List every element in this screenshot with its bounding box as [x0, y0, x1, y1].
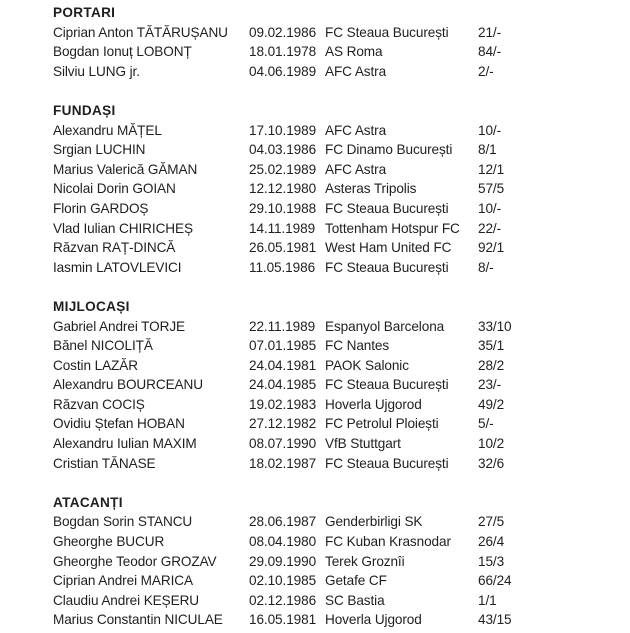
- section-rows: [53, 121, 630, 278]
- player-club: PAOK Salonic: [325, 357, 409, 373]
- section-heading: FUNDAȘI: [53, 102, 116, 118]
- player-name: Ciprian Anton TĂTĂRUȘANU: [53, 24, 228, 40]
- player-row: [53, 42, 630, 62]
- player-caps-goals: 92/1: [478, 240, 505, 256]
- player-caps-goals: 12/1: [478, 161, 505, 177]
- player-birth-date: 04.03.1986: [249, 142, 317, 158]
- player-row: [53, 512, 630, 532]
- player-caps-goals: 43/15: [478, 612, 512, 628]
- player-birth-date: 09.02.1986: [249, 24, 317, 40]
- player-club: AFC Astra: [325, 63, 387, 79]
- player-name: Ovidiu Ștefan HOBAN: [53, 416, 185, 432]
- player-name: Cristian TĂNASE: [53, 455, 156, 471]
- player-club: FC Steaua București: [325, 259, 449, 275]
- player-birth-date: 02.10.1985: [249, 573, 317, 589]
- player-birth-date: 02.12.1986: [249, 592, 317, 608]
- player-club: Terek Groznîi: [325, 553, 405, 569]
- player-name: Alexandru MĂȚEL: [53, 122, 162, 138]
- player-row: [53, 454, 630, 474]
- player-row: [53, 434, 630, 454]
- player-caps-goals: 27/5: [478, 514, 505, 530]
- player-name: Nicolai Dorin GOIAN: [53, 181, 176, 197]
- squad-section: [53, 297, 630, 473]
- player-birth-date: 28.06.1987: [249, 514, 317, 530]
- player-birth-date: 18.01.1978: [249, 44, 317, 60]
- player-name: Alexandru BOURCEANU: [53, 377, 203, 393]
- player-club: FC Steaua București: [325, 24, 449, 40]
- player-club: FC Steaua București: [325, 455, 449, 471]
- player-caps-goals: 10/-: [478, 200, 502, 216]
- section-rows: [53, 317, 630, 474]
- player-row: [53, 23, 630, 43]
- player-birth-date: 07.01.1985: [249, 338, 317, 354]
- player-caps-goals: 8/1: [478, 142, 497, 158]
- player-club: AFC Astra: [325, 161, 387, 177]
- section-rows: [53, 512, 630, 630]
- player-club: Hoverla Ujgorod: [325, 612, 422, 628]
- player-birth-date: 24.04.1981: [249, 357, 317, 373]
- player-club: Asteras Tripolis: [325, 181, 417, 197]
- player-row: [53, 199, 630, 219]
- player-caps-goals: 35/1: [478, 338, 505, 354]
- player-birth-date: 25.02.1989: [249, 161, 317, 177]
- squad-section: [53, 493, 630, 630]
- player-row: [53, 610, 630, 630]
- player-club: FC Petrolul Ploiești: [325, 416, 439, 432]
- player-row: [53, 375, 630, 395]
- player-name: Marius Valerică GĂMAN: [53, 161, 198, 177]
- player-row: [53, 179, 630, 199]
- player-row: [53, 552, 630, 572]
- player-birth-date: 29.09.1990: [249, 553, 317, 569]
- player-caps-goals: 8/-: [478, 259, 494, 275]
- player-name: Costin LAZĂR: [53, 357, 138, 373]
- player-birth-date: 24.04.1985: [249, 377, 317, 393]
- player-club: FC Steaua București: [325, 377, 449, 393]
- player-caps-goals: 22/-: [478, 220, 502, 236]
- player-caps-goals: 28/2: [478, 357, 505, 373]
- player-caps-goals: 49/2: [478, 396, 505, 412]
- squad-section: [53, 101, 630, 277]
- player-birth-date: 29.10.1988: [249, 200, 317, 216]
- player-caps-goals: 5/-: [478, 416, 494, 432]
- player-caps-goals: 57/5: [478, 181, 505, 197]
- player-name: Bănel NICOLIȚĂ: [53, 338, 153, 354]
- player-caps-goals: 26/4: [478, 534, 505, 550]
- player-row: [53, 414, 630, 434]
- player-row: [53, 532, 630, 552]
- player-name: Claudiu Andrei KEȘERU: [53, 592, 199, 608]
- player-club: FC Kuban Krasnodar: [325, 534, 451, 550]
- player-birth-date: 26.05.1981: [249, 240, 317, 256]
- player-caps-goals: 33/10: [478, 318, 512, 334]
- player-club: FC Steaua București: [325, 200, 449, 216]
- player-name: Gheorghe BUCUR: [53, 534, 165, 550]
- player-birth-date: 22.11.1989: [249, 318, 316, 334]
- player-birth-date: 27.12.1982: [249, 416, 317, 432]
- player-name: Srgian LUCHIN: [53, 142, 146, 158]
- player-row: [53, 140, 630, 160]
- player-club: Tottenham Hotspur FC: [325, 220, 460, 236]
- player-club: AFC Astra: [325, 122, 387, 138]
- player-club: Getafe CF: [325, 573, 387, 589]
- player-birth-date: 12.12.1980: [249, 181, 317, 197]
- squad-section: [53, 3, 630, 81]
- player-name: Silviu LUNG jr.: [53, 63, 140, 79]
- player-name: Bogdan Ionuț LOBONȚ: [53, 44, 192, 60]
- player-caps-goals: 66/24: [478, 573, 512, 589]
- player-row: [53, 258, 630, 278]
- player-caps-goals: 32/6: [478, 455, 505, 471]
- player-row: [53, 219, 630, 239]
- player-birth-date: 17.10.1989: [249, 122, 317, 138]
- player-caps-goals: 84/-: [478, 44, 502, 60]
- player-name: Iasmin LATOVLEVICI: [53, 259, 182, 275]
- player-name: Răzvan COCIȘ: [53, 396, 145, 412]
- player-name: Florin GARDOȘ: [53, 200, 149, 216]
- player-birth-date: 16.05.1981: [249, 612, 317, 628]
- player-club: AS Roma: [325, 44, 383, 60]
- section-heading: ATACANȚI: [53, 494, 123, 510]
- player-club: Genderbirligi SK: [325, 514, 423, 530]
- player-caps-goals: 10/-: [478, 122, 502, 138]
- player-name: Gabriel Andrei TORJE: [53, 318, 185, 334]
- player-birth-date: 08.04.1980: [249, 534, 317, 550]
- player-name: Alexandru Iulian MAXIM: [53, 436, 197, 452]
- player-row: [53, 317, 630, 337]
- player-row: [53, 238, 630, 258]
- player-club: SC Bastia: [325, 592, 385, 608]
- player-birth-date: 18.02.1987: [249, 455, 317, 471]
- player-birth-date: 14.11.1989: [249, 220, 316, 236]
- player-name: Ciprian Andrei MARICA: [53, 573, 193, 589]
- section-heading: PORTARI: [53, 5, 116, 20]
- player-row: [53, 356, 630, 376]
- player-caps-goals: 23/-: [478, 377, 502, 393]
- player-birth-date: 08.07.1990: [249, 436, 317, 452]
- player-birth-date: 19.02.1983: [249, 396, 317, 412]
- player-row: [53, 591, 630, 611]
- player-club: FC Nantes: [325, 338, 390, 354]
- player-caps-goals: 15/3: [478, 553, 505, 569]
- player-name: Gheorghe Teodor GROZAV: [53, 553, 217, 569]
- player-row: [53, 336, 630, 356]
- player-caps-goals: 21/-: [478, 24, 502, 40]
- section-rows: [53, 23, 630, 82]
- player-club: Hoverla Ujgorod: [325, 396, 422, 412]
- player-name: Vlad Iulian CHIRICHEȘ: [53, 220, 193, 236]
- player-club: FC Dinamo București: [325, 142, 453, 158]
- player-name: Bogdan Sorin STANCU: [53, 514, 193, 530]
- player-row: [53, 121, 630, 141]
- player-caps-goals: 10/2: [478, 436, 505, 452]
- player-club: West Ham United FC: [325, 240, 452, 256]
- player-row: [53, 571, 630, 591]
- player-row: [53, 160, 630, 180]
- player-club: VfB Stuttgart: [325, 436, 401, 452]
- player-caps-goals: 1/1: [478, 592, 497, 608]
- section-heading: MIJLOCAȘI: [53, 298, 130, 314]
- player-birth-date: 04.06.1989: [249, 63, 317, 79]
- player-name: Marius Constantin NICULAE: [53, 612, 223, 628]
- player-caps-goals: 2/-: [478, 63, 494, 79]
- player-birth-date: 11.05.1986: [249, 259, 316, 275]
- player-club: Espanyol Barcelona: [325, 318, 445, 334]
- player-name: Răzvan RAȚ-DINCĂ: [53, 240, 176, 256]
- player-row: [53, 62, 630, 82]
- player-row: [53, 395, 630, 415]
